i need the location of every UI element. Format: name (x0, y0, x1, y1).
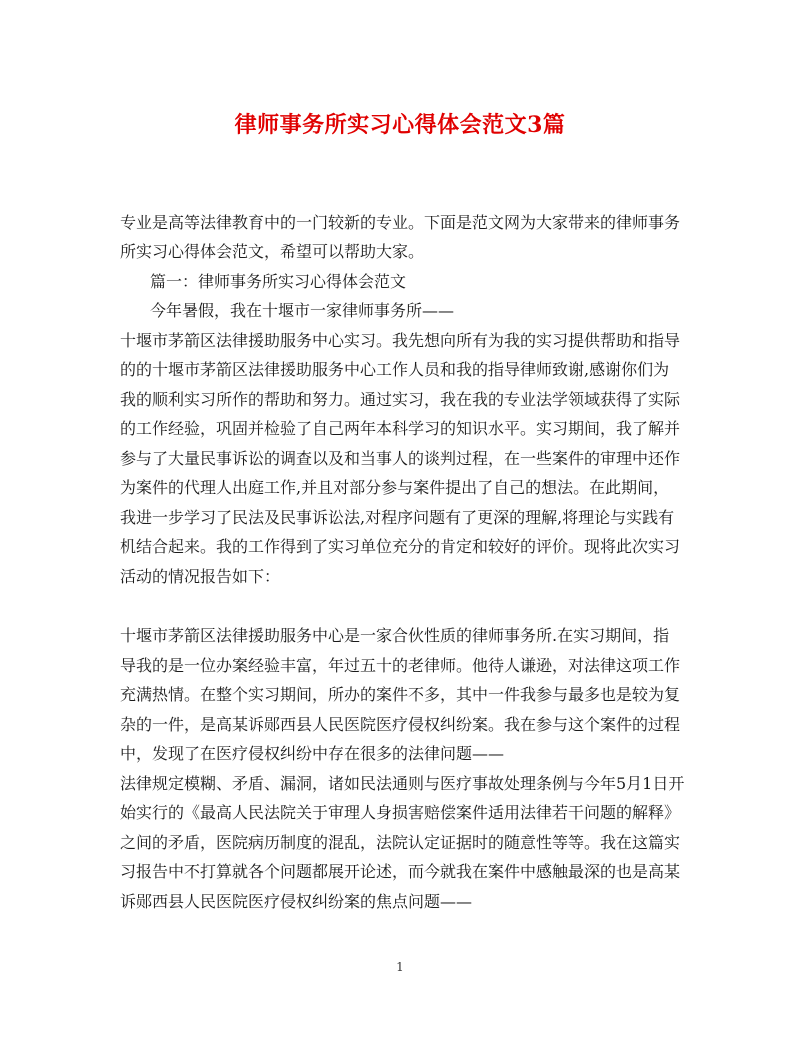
paragraph-line: 我的顺利实习所作的帮助和努力。通过实习，我在我的专业法学领域获得了实际 (120, 390, 681, 409)
paragraph-line: 法律规定模糊、矛盾、漏洞，诸如民法通则与医疗事故处理条例与今年5月1日开 (120, 774, 685, 793)
paragraph-line: 机结合起来。我的工作得到了实习单位充分的肯定和较好的评价。现将此次实习 (120, 537, 681, 556)
paragraph-line: 活动的情况报告如下： (120, 567, 281, 586)
paragraph-line: 诉郧西县人民医院医疗侵权纠纷案的焦点问题—— (120, 892, 473, 911)
paragraph-line: 今年暑假，我在十堰市一家律师事务所—— (150, 301, 455, 320)
paragraph-line: 参与了大量民事诉讼的调查以及和当事人的谈判过程，在一些案件的审理中还作 (120, 449, 681, 468)
section-heading: 篇一：律师事务所实习心得体会范文 (150, 272, 407, 291)
paragraph-line: 十堰市茅箭区法律援助服务中心实习。我先想向所有为我的实习提供帮助和指导 (120, 331, 681, 350)
paragraph-line: 之间的矛盾，医院病历制度的混乱，法院认定证据时的随意性等等。我在这篇实 (120, 833, 681, 852)
document-title: 律师事务所实习心得体会范文3篇 (234, 112, 566, 138)
paragraph-line: 杂的一件，是高某诉郧西县人民医院医疗侵权纠纷案。我在参与这个案件的过程 (120, 715, 681, 734)
paragraph-line: 我进一步学习了民法及民事诉讼法,对程序问题有了更深的理解,将理论与实践有 (120, 508, 675, 527)
paragraph-line: 的工作经验，巩固并检验了自己两年本科学习的知识水平。实习期间，我了解并 (120, 419, 681, 438)
paragraph-line: 始实行的《最高人民法院关于审理人身损害赔偿案件适用法律若干问题的解释》 (120, 803, 681, 822)
paragraph-line: 导我的是一位办案经验丰富，年过五十的老律师。他待人谦逊，对法律这项工作 (120, 656, 681, 675)
paragraph-line: 习报告中不打算就各个问题都展开论述，而今就我在案件中感触最深的也是高某 (120, 862, 681, 881)
paragraph-line: 为案件的代理人出庭工作,并且对部分参与案件提出了自己的想法。在此期间， (120, 478, 670, 497)
paragraph-line: 专业是高等法律教育中的一门较新的专业。下面是范文网为大家带来的律师事务 (120, 213, 681, 232)
paragraph-line: 的的十堰市茅箭区法律援助服务中心工作人员和我的指导律师致谢,感谢你们为 (120, 360, 670, 379)
paragraph-line: 中，发现了在医疗侵权纠纷中存在很多的法律问题—— (120, 744, 505, 763)
paragraph-line: 充满热情。在整个实习期间，所办的案件不多，其中一件我参与最多也是较为复 (120, 685, 681, 704)
paragraph-line: 十堰市茅箭区法律援助服务中心是一家合伙性质的律师事务所.在实习期间，指 (120, 626, 670, 645)
page-number: 1 (396, 960, 404, 974)
paragraph-line: 所实习心得体会范文，希望可以帮助大家。 (120, 242, 425, 261)
